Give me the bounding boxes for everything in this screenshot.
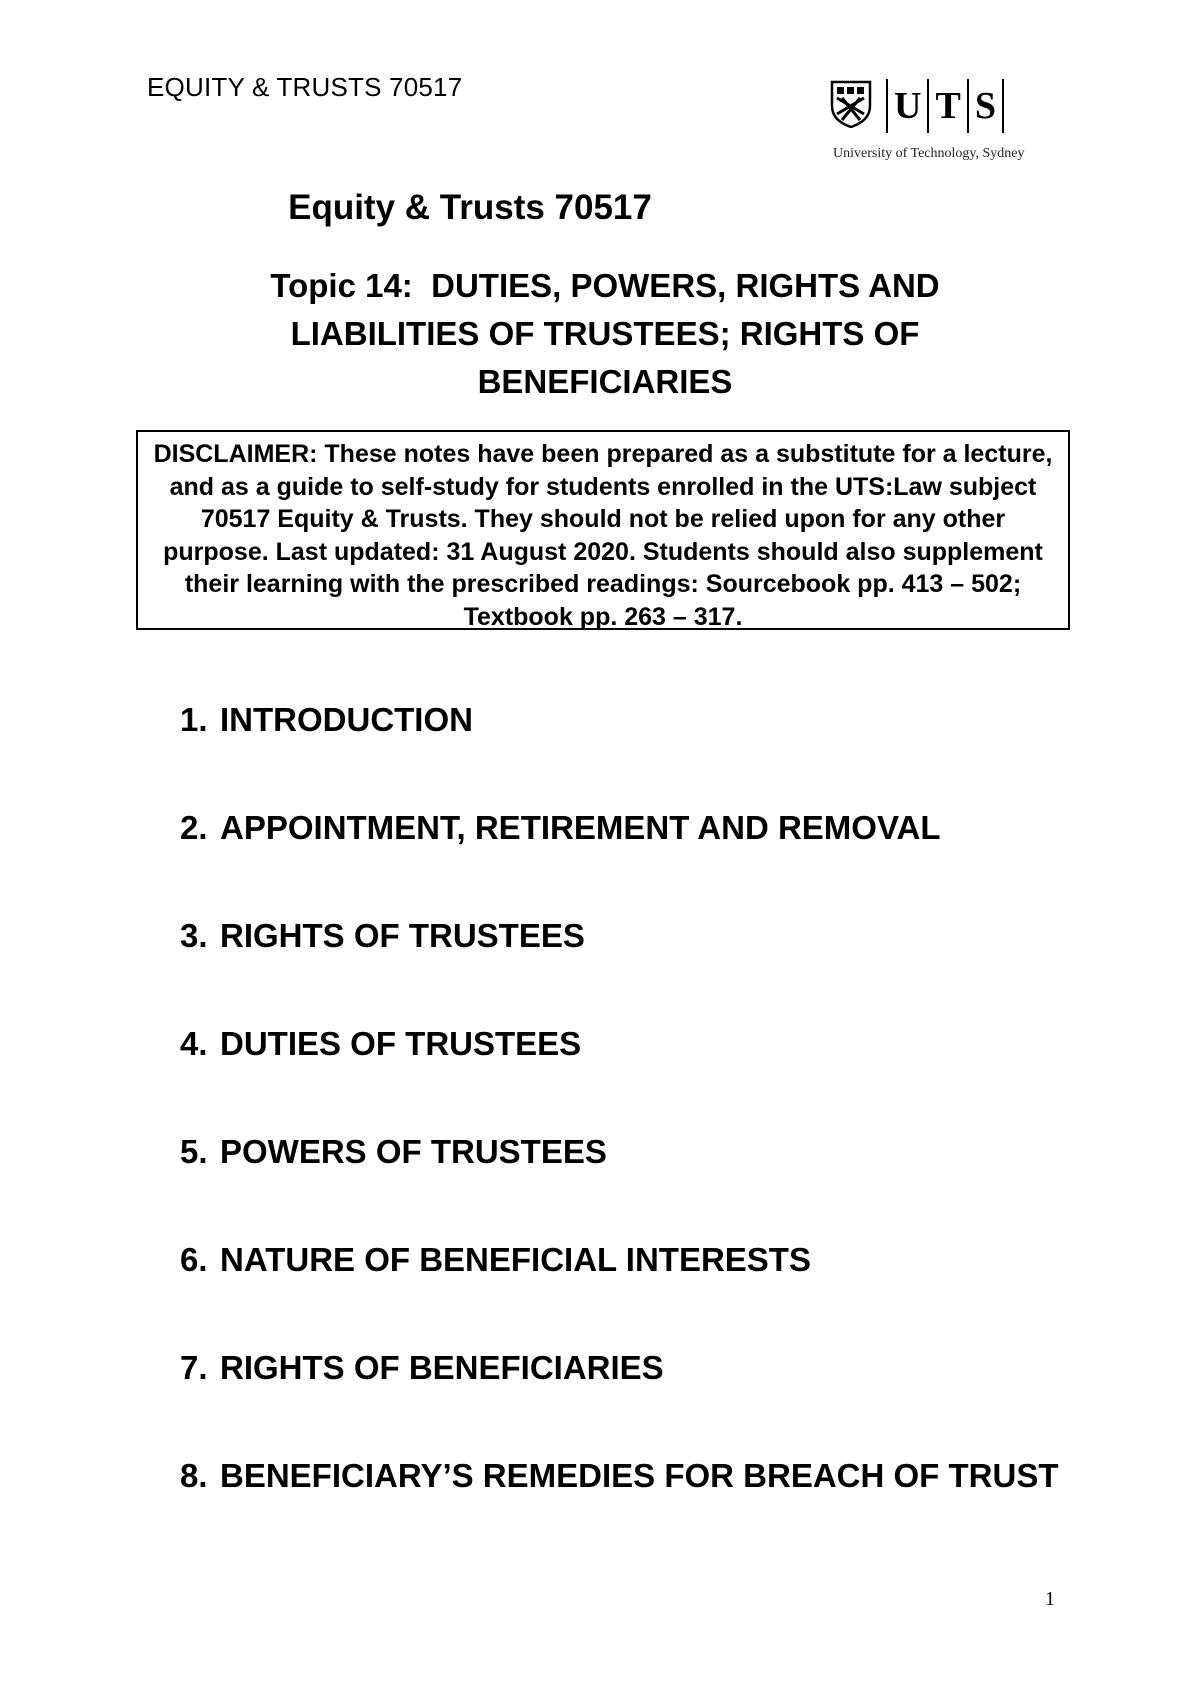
topic-line-1: Topic 14: DUTIES, POWERS, RIGHTS AND [270, 267, 940, 304]
toc-item-number: 5. [180, 1133, 208, 1170]
toc-item-title: INTRODUCTION [220, 701, 473, 738]
toc-item-number: 2. [180, 809, 208, 846]
toc-item [180, 1132, 1060, 1240]
toc-item [180, 1024, 1060, 1132]
topic-line-3: BENEFICIARIES [477, 363, 733, 400]
toc-item-title: NATURE OF BENEFICIAL INTERESTS [220, 1241, 811, 1278]
disclaimer-box [136, 430, 1070, 630]
toc-item-title: RIGHTS OF TRUSTEES [220, 917, 585, 954]
toc-item-number: 1. [180, 701, 208, 738]
toc-item [180, 808, 1060, 916]
toc-item-title: BENEFICIARY’S REMEDIES FOR BREACH OF TRUST [220, 1457, 1059, 1494]
toc-item-title: APPOINTMENT, RETIREMENT AND REMOVAL [220, 809, 941, 846]
logo-letter-u: U [894, 85, 922, 127]
toc-item-number: 3. [180, 917, 208, 954]
logo-caption: University of Technology, Sydney [833, 146, 1025, 161]
toc-item-title: DUTIES OF TRUSTEES [220, 1025, 582, 1062]
logo-letter-s: S [974, 85, 996, 127]
toc-item [180, 1456, 1060, 1564]
toc-item-number: 4. [180, 1025, 208, 1062]
topic-heading [200, 262, 1010, 406]
toc-item-number: 7. [180, 1349, 208, 1386]
toc-item [180, 1240, 1060, 1348]
toc-item [180, 700, 1060, 808]
table-of-contents [180, 700, 1060, 1564]
topic-line-2: LIABILITIES OF TRUSTEES; RIGHTS OF [290, 315, 920, 352]
toc-item [180, 1348, 1060, 1456]
toc-item-number: 6. [180, 1241, 208, 1278]
toc-item-number: 8. [180, 1457, 208, 1494]
page-number: 1 [1045, 1588, 1055, 1610]
toc-item-title: POWERS OF TRUSTEES [220, 1133, 607, 1170]
toc-item-title: RIGHTS OF BENEFICIARIES [220, 1349, 664, 1386]
logo-wordmark [880, 78, 1010, 134]
document-title: Equity & Trusts 70517 [288, 188, 652, 227]
running-header: EQUITY & TRUSTS 70517 [147, 72, 463, 102]
uts-logo [830, 78, 1025, 168]
logo-letter-t: T [935, 85, 961, 127]
uts-crest-icon [830, 80, 872, 128]
toc-item [180, 916, 1060, 1024]
disclaimer-text: DISCLAIMER: These notes have been prepared as a substitute for a lecture, and as a guide to self-study for students enrolled in the UTS:Law subject 70517 Equity & Trusts. They should not be relied upon for any other purpose. Last updated: 31 August 2020. Students should also supplement their learning with the prescribed readings: Sourcebook pp. 413 – 502; Textbook pp. 263 – 317. [153, 440, 1053, 631]
